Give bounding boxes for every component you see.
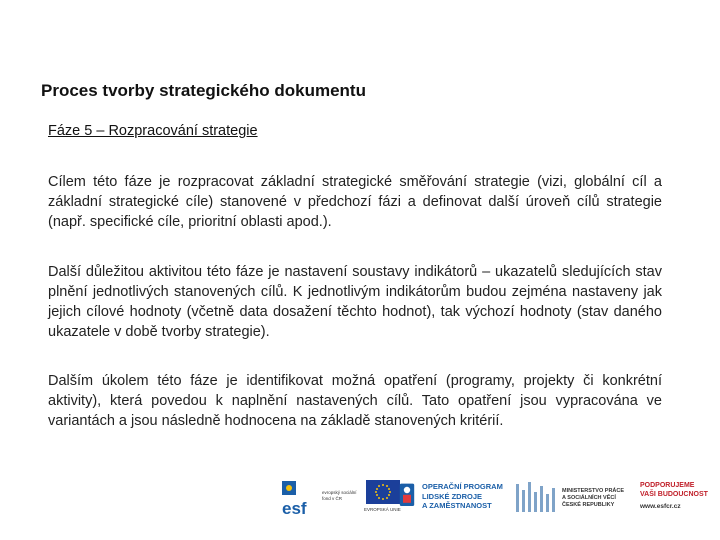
mpsv-logo-icon: [514, 478, 556, 518]
svg-text:esf: esf: [282, 499, 307, 518]
pvb-line-2: VAŠI BUDOUCNOST: [640, 491, 708, 498]
esf-caption: evropský sociální fond v ČR: [322, 490, 357, 501]
paragraph-indicators: Další důležitou aktivitou této fáze je nastavení soustavy indikátorů – ukazatelů sledujících stav plnění jednotlivých stanovených cílů. K jednotlivým indikátorům budou zejména nastaveny jak jejich cílové hodnoty (včetně data dosažení těchto hodnot), tak výchozí hodnoty (stav daného ukazatele v době tvorby strategie).: [48, 264, 662, 340]
slide-subtitle: Fáze 5 – Rozpracování strategie: [48, 123, 258, 139]
pvb-url: www.esfcr.cz: [640, 503, 681, 510]
op-lzz-caption: [422, 482, 503, 511]
mpsv-line-3: ČESKÉ REPUBLIKY: [562, 502, 615, 508]
eu-flag-icon: [366, 480, 400, 504]
pvb-line-1: PODPORUJEME: [640, 482, 695, 489]
paragraph-goal: Cílem této fáze je rozpracovat základní strategické směřování strategie (vizi, globální cíl a základní strategické cíle) stanovené v předchozí fázi a definovat další úroveň cílů strategie (např. specifické cíle, prioritní oblasti apod.).: [48, 174, 662, 230]
slide-title: Proces tvorby strategického dokumentu: [41, 81, 366, 100]
op-lzz-logo-icon: [396, 482, 418, 514]
op-line-3: A ZAMĚSTNANOST: [422, 501, 492, 510]
mpsv-line-2: A SOCIÁLNÍCH VĚCÍ: [562, 495, 616, 501]
footer-logo-strip: [280, 478, 720, 518]
op-line-2: LIDSKÉ ZDROJE: [422, 491, 483, 501]
mpsv-line-1: MINISTERSTVO PRÁCE: [562, 488, 625, 494]
eu-caption: EVROPSKÁ UNIE: [364, 507, 401, 512]
paragraph-measures: Dalším úkolem této fáze je identifikovat možná opatření (programy, projekty či konkrétní aktivity), která povedou k naplnění nastavených cílů. Tato opatření jsou vypracována ve variantách a jsou následně hodnocena na základě stanovených kritérií.: [48, 373, 662, 429]
op-line-1: OPERAČNÍ PROGRAM: [422, 482, 503, 491]
mpsv-caption: [562, 488, 624, 509]
pvb-caption: [640, 481, 708, 499]
esf-logo-icon: [280, 478, 320, 518]
